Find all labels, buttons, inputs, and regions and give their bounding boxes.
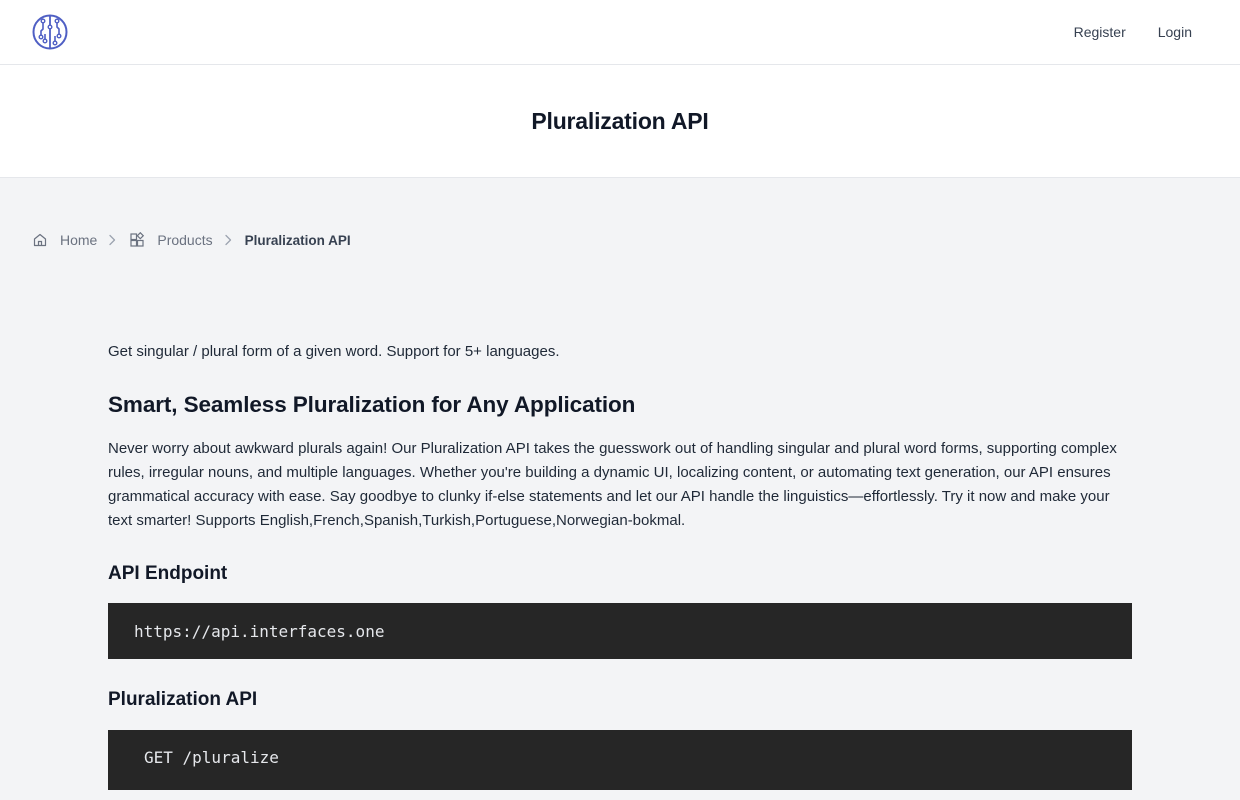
request-code-block xyxy=(108,730,1132,790)
request-line: GET /pluralize xyxy=(144,748,279,767)
login-link[interactable]: Login xyxy=(1157,24,1192,40)
breadcrumb-home-label: Home xyxy=(60,232,98,248)
product-description: Never worry about awkward plurals again! Our Pluralization API takes the guesswork out of handling singular and plural word forms, supporting complex rules, irregular nouns, and multiple languages. Whether you're building a dynamic UI, localizing content, or automating text generation, our API ensures grammatical accuracy with ease. Say goodbye to clunky if-else statements and let our API handle the linguistics—effortlessly. Try it now and make your text smarter! Supports English,French,Spanish,Turkish,Portuguese,Norwegian-bokmal. xyxy=(108,440,1117,529)
register-link[interactable]: Register xyxy=(1073,24,1126,40)
endpoint-heading: API Endpoint xyxy=(108,563,228,584)
breadcrumb-products-label: Products xyxy=(157,232,213,248)
breadcrumb-products[interactable] xyxy=(129,232,212,248)
main-content xyxy=(0,340,1240,790)
chevron-right-icon xyxy=(104,232,120,248)
breadcrumb xyxy=(0,178,1240,250)
page-title: Pluralization API xyxy=(531,107,709,134)
grid-icon xyxy=(129,232,145,248)
chevron-right-icon xyxy=(220,232,236,248)
top-navigation-bar xyxy=(0,0,1240,65)
breadcrumb-current: Pluralization API xyxy=(244,232,351,248)
home-icon xyxy=(32,232,48,248)
breadcrumb-home[interactable] xyxy=(32,232,97,248)
endpoint-url: https://api.interfaces.one xyxy=(134,621,385,641)
page-hero xyxy=(0,65,1240,178)
api-heading: Pluralization API xyxy=(108,689,258,710)
brain-circuit-icon[interactable] xyxy=(32,14,68,50)
section-heading: Smart, Seamless Pluralization for Any Application xyxy=(108,392,636,417)
endpoint-code-block xyxy=(108,603,1132,659)
auth-nav xyxy=(1074,24,1192,40)
product-tagline: Get singular / plural form of a given word. Support for 5+ languages. xyxy=(108,343,560,360)
